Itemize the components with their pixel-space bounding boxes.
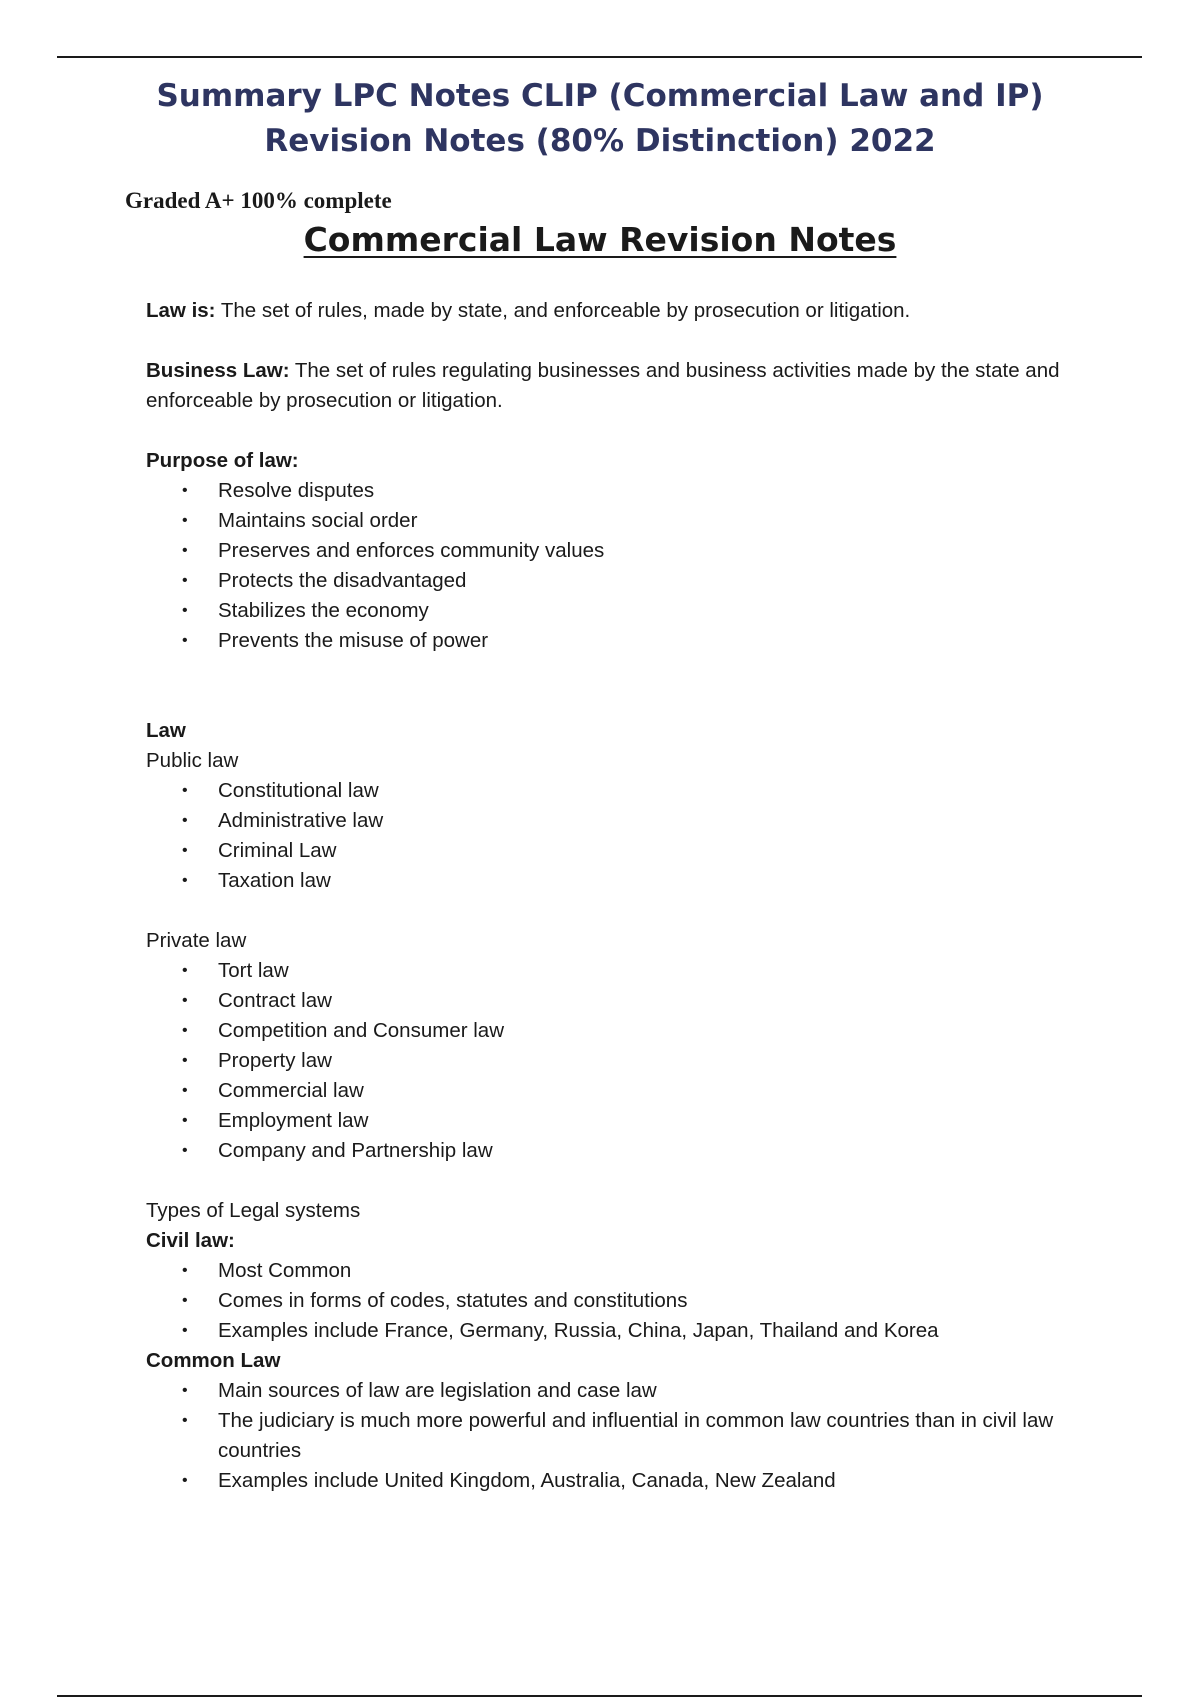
list-item: • Main sources of law are legislation and case law <box>146 1376 1076 1406</box>
list-item: • Examples include United Kingdom, Australia, Canada, New Zealand <box>146 1466 1076 1496</box>
list-item: • Maintains social order <box>146 506 1076 536</box>
list-item: • Criminal Law <box>146 836 1076 866</box>
law-heading: Law <box>146 719 186 742</box>
list-item: • Constitutional law <box>146 776 1076 806</box>
common-law-list <box>146 1376 1076 1496</box>
list-item: • Protects the disadvantaged <box>146 566 1076 596</box>
list-item: • Competition and Consumer law <box>146 1016 1076 1046</box>
section-title: Commercial Law Revision Notes <box>303 220 897 259</box>
list-item: • Commercial law <box>146 1076 1076 1106</box>
list-item: • Most Common <box>146 1256 1076 1286</box>
legal-systems-intro: Types of Legal systems <box>146 1199 361 1222</box>
list-item: • Company and Partnership law <box>146 1136 1076 1166</box>
list-item: • Prevents the misuse of power <box>146 626 1076 656</box>
civil-law-heading: Civil law: <box>146 1229 235 1252</box>
purpose-list <box>146 476 1076 656</box>
list-item: • Taxation law <box>146 866 1076 896</box>
list-item: • Examples include France, Germany, Russia, China, Japan, Thailand and Korea <box>146 1316 1076 1346</box>
business-law-label: Business Law: <box>146 359 290 382</box>
graded-label: Graded A+ 100% complete <box>125 188 392 213</box>
public-law-label: Public law <box>146 749 239 772</box>
list-item: • Resolve disputes <box>146 476 1076 506</box>
purpose-heading: Purpose of law: <box>146 449 299 472</box>
document-title: Summary LPC Notes CLIP (Commercial Law and IP) Revision Notes (80% Distinction) 2022 <box>156 78 1044 159</box>
law-definition <box>146 296 1076 326</box>
list-item: • Tort law <box>146 956 1076 986</box>
business-law-text: The set of rules regulating businesses and business activities made by the state and enforceable by prosecution or litigation. <box>146 359 1060 412</box>
list-item: • Administrative law <box>146 806 1076 836</box>
top-rule <box>57 56 1142 58</box>
law-text: The set of rules, made by state, and enforceable by prosecution or litigation. <box>215 299 911 322</box>
law-label: Law is: <box>146 299 216 322</box>
common-law-heading: Common Law <box>146 1349 281 1372</box>
list-item: • Preserves and enforces community values <box>146 536 1076 566</box>
list-item: • Contract law <box>146 986 1076 1016</box>
list-item: • Comes in forms of codes, statutes and constitutions <box>146 1286 1076 1316</box>
private-law-list <box>146 956 1076 1166</box>
private-law-label: Private law <box>146 929 247 952</box>
list-item: • Stabilizes the economy <box>146 596 1076 626</box>
list-item: • Property law <box>146 1046 1076 1076</box>
list-item: • Employment law <box>146 1106 1076 1136</box>
public-law-list <box>146 776 1076 896</box>
notes-body <box>146 296 1076 1496</box>
civil-law-list <box>146 1256 1076 1346</box>
bottom-rule <box>57 1695 1142 1697</box>
business-law-definition <box>146 356 1076 416</box>
list-item: • The judiciary is much more powerful and influential in common law countries than in civil law countries <box>146 1406 1076 1466</box>
